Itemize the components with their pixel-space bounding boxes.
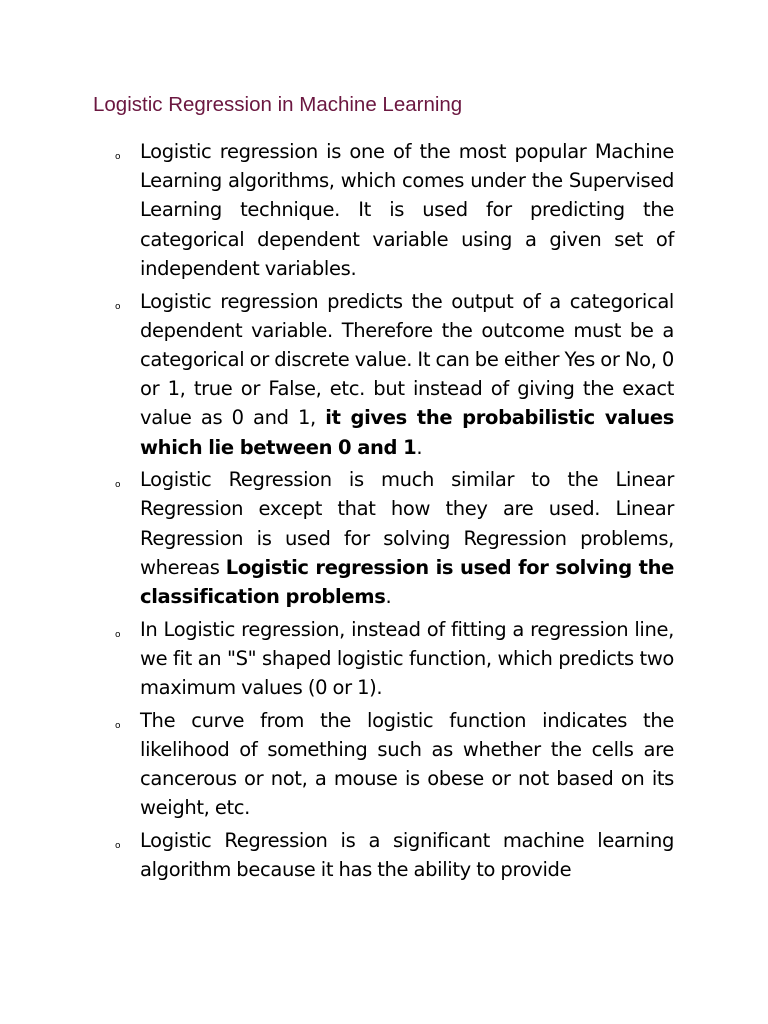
bullet-text: [140, 709, 674, 820]
bullet-text: [140, 829, 674, 881]
circle-bullet-icon: o: [115, 629, 121, 640]
bullet-list: [110, 137, 674, 885]
page-title: Logistic Regression in Machine Learning: [93, 93, 463, 116]
bullet-item: [110, 826, 674, 884]
bullet-item: [110, 615, 674, 703]
bullet-item: [110, 287, 674, 462]
text-run: In Logistic regression, instead of fitting a regression line, we fit an "S" shaped logistic function, which predicts two maximum values (0 or 1).: [140, 617, 674, 700]
circle-bullet-icon: o: [115, 301, 121, 312]
text-run: Logistic Regression is a significant machine learning algorithm because it has the ability to provide: [140, 829, 674, 882]
text-run: Logistic Regression is much similar to the Linear Regression except that how they are used. Linear Regression is used for solving Regression problems, whereas: [140, 468, 674, 579]
bullet-text: [140, 468, 674, 608]
bullet-text: [140, 290, 674, 459]
circle-bullet-icon: o: [115, 720, 121, 731]
bullet-text: [140, 618, 674, 699]
bullet-item: [110, 137, 674, 283]
text-run: Logistic regression predicts the output of a categorical dependent variable. Therefore the outcome must be a categorical or discrete value. It can be either Yes or No, 0 or 1, true or False, etc. but instead of giving the exact value as 0 and 1,: [140, 289, 674, 430]
bullet-text: [140, 140, 674, 280]
bold-text-run: it gives the probabilistic values which lie between 0 and 1: [140, 406, 674, 459]
bullet-item: [110, 465, 674, 611]
text-run: .: [385, 585, 392, 609]
bold-text-run: Logistic regression is used for solving the classification problems: [140, 555, 674, 609]
text-run: Logistic regression is one of the most popular Machine Learning algorithms, which comes under the Supervised Learning technique. It is used for predicting the categorical dependent variable using a given set of independent variables.: [140, 140, 674, 280]
circle-bullet-icon: o: [115, 480, 121, 491]
text-run: The curve from the logistic function indicates the likelihood of something such as whether the cells are cancerous or not, a mouse is obese or not based on its weight, etc.: [140, 708, 674, 820]
circle-bullet-icon: o: [115, 152, 121, 162]
bullet-item: [110, 706, 674, 823]
text-run: .: [416, 435, 423, 459]
circle-bullet-icon: o: [115, 841, 121, 852]
